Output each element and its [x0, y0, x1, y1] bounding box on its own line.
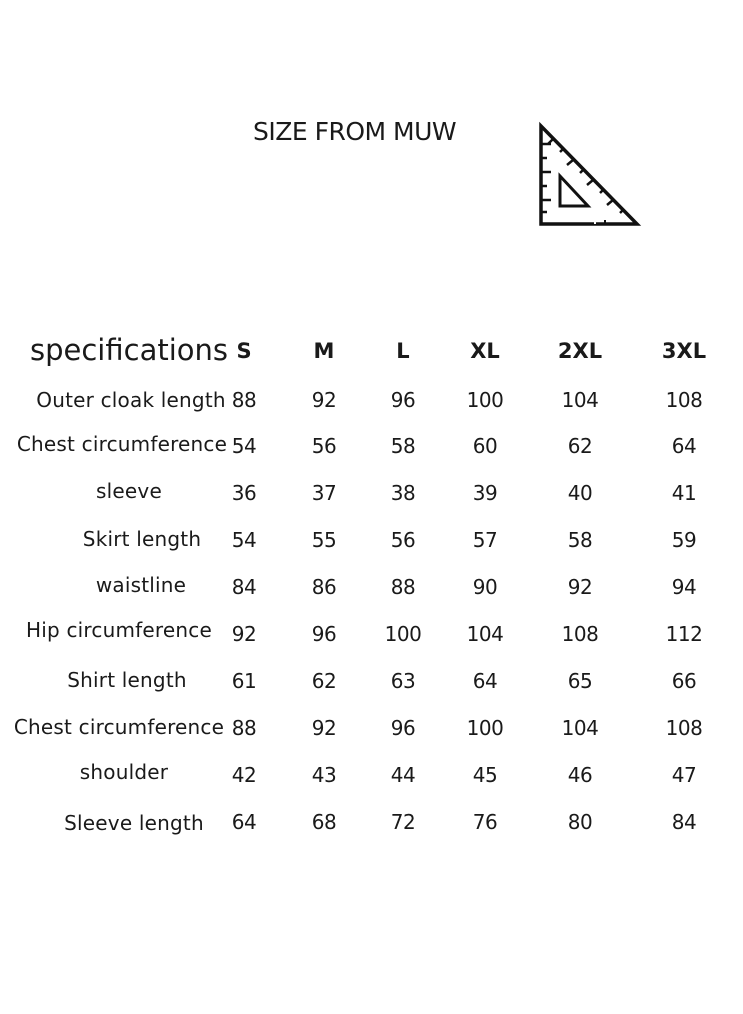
- table-cell: 104: [561, 716, 599, 740]
- table-cell: 57: [472, 528, 498, 552]
- row-label: sleeve: [96, 479, 162, 503]
- table-cell: 60: [472, 434, 498, 458]
- table-cell: 92: [567, 575, 593, 599]
- table-cell: 104: [561, 388, 599, 412]
- row-label: Chest circumference: [16, 432, 228, 456]
- table-cell: 43: [311, 763, 337, 787]
- table-cell: 96: [390, 388, 416, 412]
- size-header-3xl: 3XL: [661, 339, 707, 363]
- table-cell: 90: [472, 575, 498, 599]
- table-cell: 86: [311, 575, 337, 599]
- table-cell: 40: [567, 481, 593, 505]
- table-cell: 104: [466, 622, 504, 646]
- table-cell: 88: [231, 716, 257, 740]
- table-cell: 66: [671, 669, 697, 693]
- table-cell: 64: [671, 434, 697, 458]
- table-cell: 42: [231, 763, 257, 787]
- table-cell: 96: [311, 622, 337, 646]
- table-cell: 94: [671, 575, 697, 599]
- triangle-ruler-icon: [533, 120, 645, 230]
- table-cell: 44: [390, 763, 416, 787]
- table-cell: 56: [390, 528, 416, 552]
- table-cell: 108: [561, 622, 599, 646]
- table-cell: 108: [665, 716, 703, 740]
- page-title: SIZE FROM MUW: [253, 117, 457, 146]
- table-cell: 54: [231, 528, 257, 552]
- table-cell: 54: [231, 434, 257, 458]
- table-cell: 62: [567, 434, 593, 458]
- row-label: shoulder: [79, 760, 169, 784]
- table-cell: 92: [311, 388, 337, 412]
- table-cell: 100: [466, 716, 504, 740]
- table-cell: 65: [567, 669, 593, 693]
- table-cell: 76: [472, 810, 498, 834]
- size-header-xl: XL: [470, 339, 500, 363]
- row-label: Shirt length: [67, 668, 187, 692]
- table-cell: 45: [472, 763, 498, 787]
- table-cell: 63: [390, 669, 416, 693]
- table-cell: 46: [567, 763, 593, 787]
- table-cell: 64: [472, 669, 498, 693]
- table-cell: 64: [231, 810, 257, 834]
- table-cell: 39: [472, 481, 498, 505]
- table-cell: 72: [390, 810, 416, 834]
- size-header-2xl: 2XL: [557, 339, 603, 363]
- table-cell: 108: [665, 388, 703, 412]
- row-label: Chest circumference: [13, 715, 225, 739]
- table-cell: 38: [390, 481, 416, 505]
- row-label: Sleeve length: [64, 811, 204, 835]
- table-cell: 41: [671, 481, 697, 505]
- table-cell: 37: [311, 481, 337, 505]
- table-cell: 88: [390, 575, 416, 599]
- table-cell: 92: [311, 716, 337, 740]
- table-cell: 55: [311, 528, 337, 552]
- table-cell: 59: [671, 528, 697, 552]
- table-cell: 84: [671, 810, 697, 834]
- table-cell: 88: [231, 388, 257, 412]
- row-label: Hip circumference: [26, 618, 212, 642]
- table-cell: 62: [311, 669, 337, 693]
- table-cell: 84: [231, 575, 257, 599]
- table-cell: 100: [466, 388, 504, 412]
- table-cell: 56: [311, 434, 337, 458]
- size-header-m: M: [313, 339, 335, 363]
- row-label: Skirt length: [82, 527, 202, 551]
- table-cell: 47: [671, 763, 697, 787]
- table-cell: 100: [384, 622, 422, 646]
- specifications-header: specifications: [30, 333, 229, 367]
- table-cell: 61: [231, 669, 257, 693]
- size-header-l: L: [396, 339, 410, 363]
- table-cell: 96: [390, 716, 416, 740]
- row-label: Outer cloak length: [36, 388, 226, 412]
- table-cell: 80: [567, 810, 593, 834]
- table-cell: 36: [231, 481, 257, 505]
- table-cell: 92: [231, 622, 257, 646]
- size-header-s: S: [236, 339, 252, 363]
- table-cell: 58: [390, 434, 416, 458]
- table-cell: 112: [665, 622, 703, 646]
- row-label: waistline: [95, 573, 187, 597]
- table-cell: 68: [311, 810, 337, 834]
- table-cell: 58: [567, 528, 593, 552]
